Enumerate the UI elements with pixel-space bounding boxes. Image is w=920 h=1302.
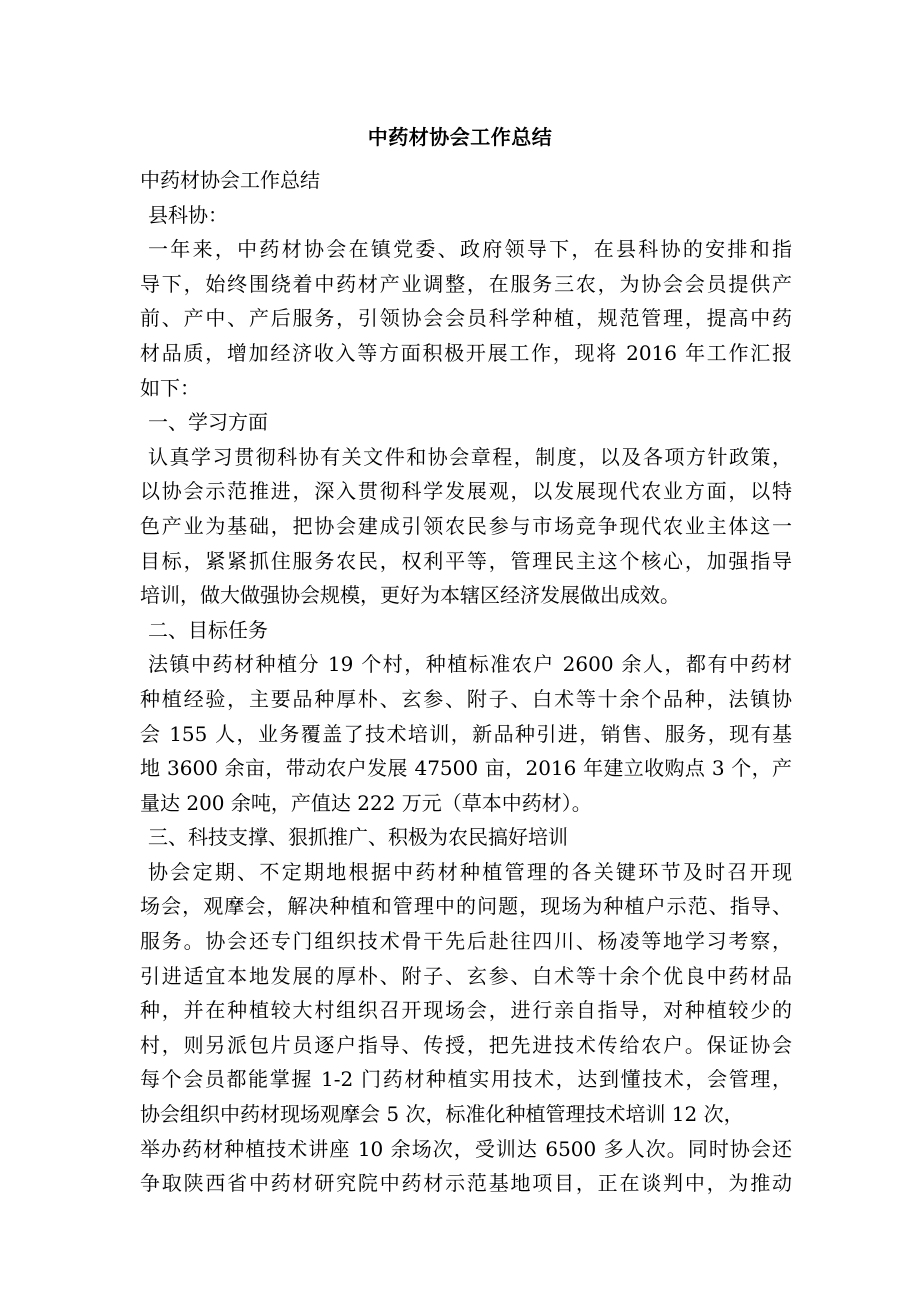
document-title: 中药材协会工作总结 bbox=[367, 125, 553, 149]
paragraph-line: 色产业为基础，把协会建成引领农民参与市场竞争现代农业主体这一 bbox=[140, 513, 792, 538]
paragraph-line: 场会，观摩会，解决种植和管理中的问题，现场为种植户示范、指导、 bbox=[140, 894, 792, 919]
document-body bbox=[140, 163, 792, 1201]
paragraph-line: 目标，紧紧抓住服务农民，权利平等，管理民主这个核心，加强指导 bbox=[140, 548, 792, 573]
paragraph-line: 二、目标任务 bbox=[148, 617, 268, 642]
paragraph-line: 种植经验，主要品种厚朴、玄参、附子、白术等十余个品种，法镇协 bbox=[140, 686, 792, 711]
paragraph-line: 一年来，中药材协会在镇党委、政府领导下，在县科协的安排和指 bbox=[148, 237, 792, 262]
paragraph-line: 导下，始终围绕着中药材产业调整，在服务三农，为协会会员提供产 bbox=[140, 271, 792, 296]
paragraph-line: 每个会员都能掌握 1-2 门药材种植实用技术，达到懂技术，会管理， bbox=[140, 1067, 792, 1092]
paragraph-line: 认真学习贯彻科协有关文件和协会章程，制度，以及各项方针政策， bbox=[148, 444, 792, 469]
paragraph-line: 材品质，增加经济收入等方面积极开展工作，现将 2016 年工作汇报 bbox=[140, 340, 792, 365]
paragraph-line: 法镇中药材种植分 19 个村，种植标准农户 2600 余人，都有中药材 bbox=[148, 652, 792, 677]
paragraph-line: 中药材协会工作总结 bbox=[140, 168, 320, 192]
paragraph-line: 三、科技支撑、狠抓推广、积极为农民搞好培训 bbox=[148, 825, 568, 850]
paragraph-line: 量达 200 余吨，产值达 222 万元（草本中药材）。 bbox=[140, 790, 592, 815]
paragraph-line: 服务。协会还专门组织技术骨干先后赴往四川、杨凌等地学习考察， bbox=[140, 929, 792, 954]
paragraph-line: 协会定期、不定期地根据中药材种植管理的各关键环节及时召开现 bbox=[148, 859, 792, 884]
paragraph-line: 协会组织中药材现场观摩会 5 次，标准化种植管理技术培训 12 次， bbox=[140, 1102, 744, 1127]
paragraph-line: 县科协： bbox=[148, 202, 228, 227]
paragraph-line: 会 155 人，业务覆盖了技术培训，新品种引进，销售、服务，现有基 bbox=[140, 721, 792, 746]
paragraph-line: 一、学习方面 bbox=[148, 410, 268, 435]
paragraph-line: 举办药材种植技术讲座 10 余场次，受训达 6500 多人次。同时协会还 bbox=[140, 1136, 792, 1161]
paragraph-line: 引进适宜本地发展的厚朴、附子、玄参、白术等十余个优良中药材品 bbox=[140, 963, 792, 988]
paragraph-line: 如下： bbox=[140, 375, 200, 400]
paragraph-line: 前、产中、产后服务，引领协会会员科学种植，规范管理，提高中药 bbox=[140, 306, 792, 331]
paragraph-line: 种，并在种植较大村组织召开现场会，进行亲自指导，对种植较少的 bbox=[140, 998, 792, 1023]
paragraph-line: 争取陕西省中药材研究院中药材示范基地项目，正在谈判中，为推动 bbox=[140, 1171, 792, 1196]
paragraph-line: 以协会示范推进，深入贯彻科学发展观，以发展现代农业方面，以特 bbox=[140, 479, 792, 504]
paragraph-line: 村，则另派包片员逐户指导、传授，把先进技术传给农户。保证协会 bbox=[140, 1032, 792, 1057]
paragraph-line: 地 3600 余亩，带动农户发展 47500 亩，2016 年建立收购点 3 个，产 bbox=[140, 756, 792, 781]
paragraph-line: 培训，做大做强协会规模，更好为本辖区经济发展做出成效。 bbox=[140, 583, 680, 608]
